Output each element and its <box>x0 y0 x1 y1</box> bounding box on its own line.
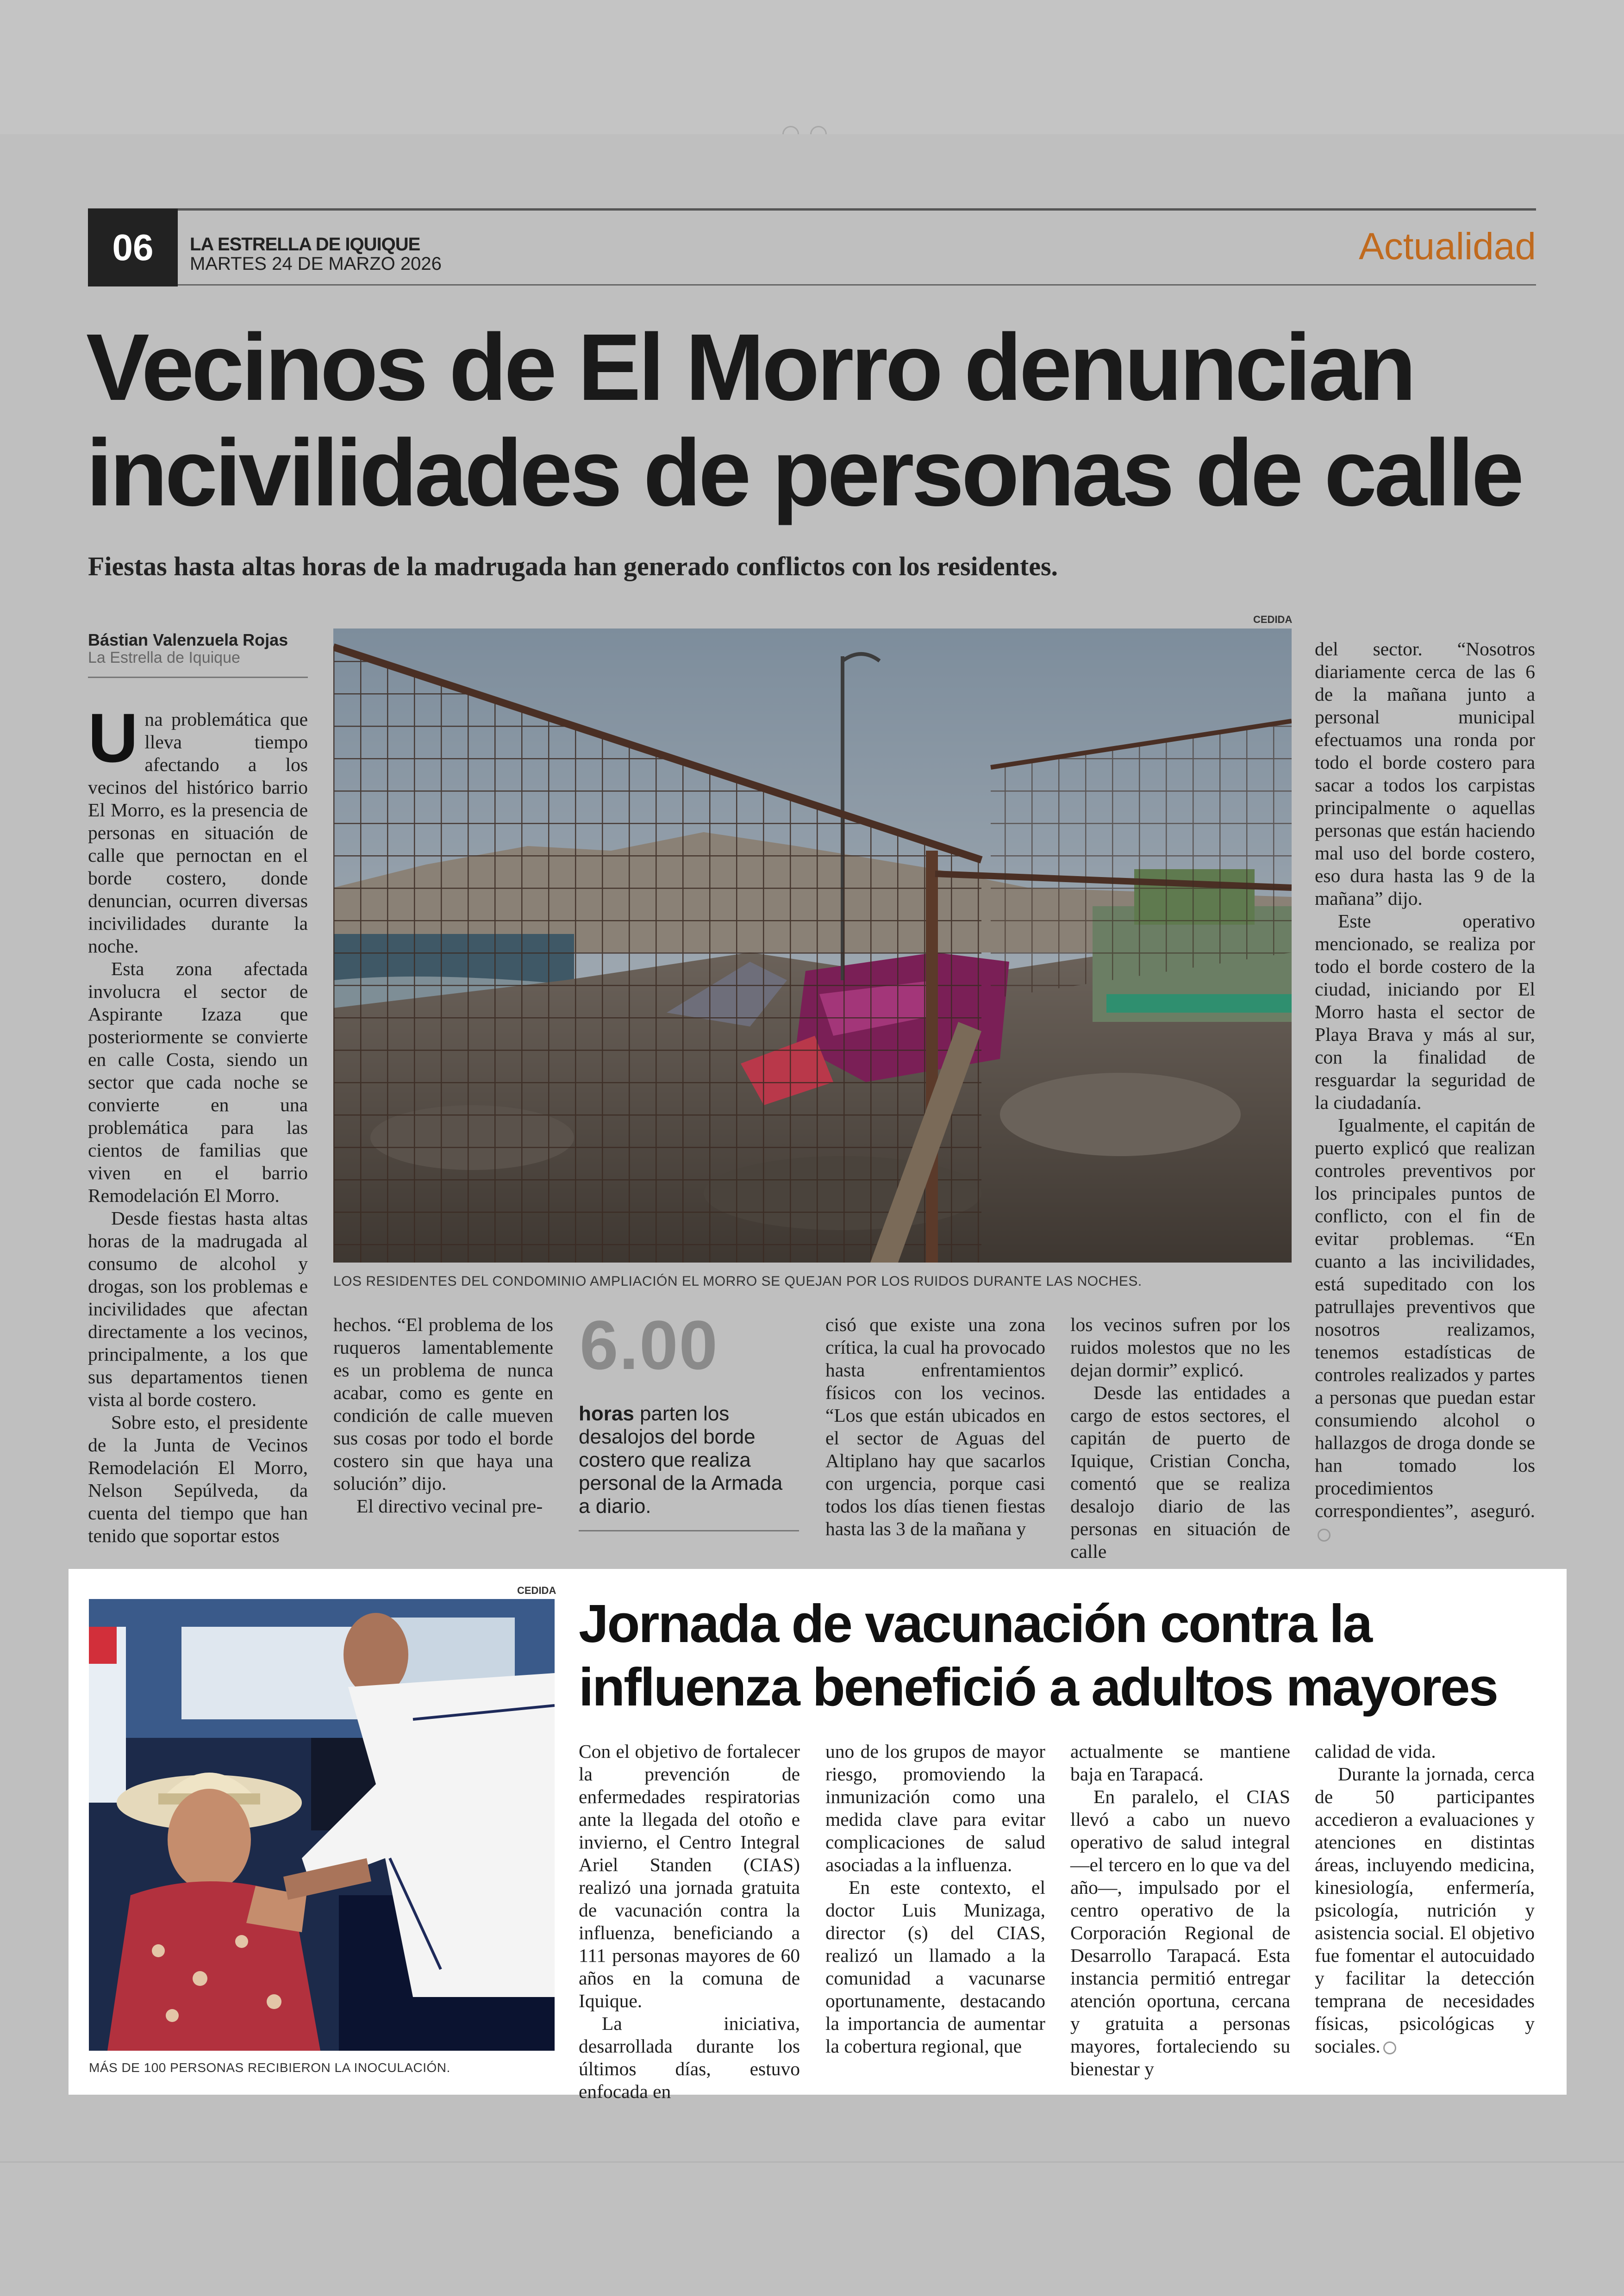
article-column <box>825 1740 1045 2058</box>
end-mark-icon <box>1318 1529 1330 1542</box>
article-column <box>1070 1313 1290 1563</box>
paragraph: Sobre esto, el presidente de la Junta de Vecinos Remodelación El Morro, Nelson Sepúlveda, da cuenta del tiempo que han tenido que soportar estos <box>88 1412 308 1546</box>
paragraph: Con el objetivo de fortalecer la prevención de enfermedades respiratorias ante la llegada del otoño e invierno, el Centro Integral Ariel Standen (CIAS) realizó una jornada gratuita de vacunación contra la influenza, beneficiando a 111 personas mayores de 60 años en la comuna de Iquique. <box>579 1741 800 2011</box>
paragraph: Este operativo mencionado, se realiza por todo el borde costero de la ciudad, iniciando por El Morro hasta el sector de Playa Brava y más al sur, con la finalidad de resguardar la seguridad de la ciudadanía. <box>1315 910 1535 1113</box>
headline-line: influenza benefició a adultos mayores <box>579 1657 1497 1717</box>
paragraph: En este contexto, el doctor Luis Munizaga, director (s) del CIAS, realizó un llamado a la comunidad a vacunarse oportunamente, destacando la importancia de aumentar la cobertura regional, que <box>825 1877 1045 2057</box>
paragraph: Esta zona afectada involucra el sector de Aspirante Izaza que posteriormente se convierte en calle Costa, siendo un sector que cada noche se convierte en una problemática para las cientos de familias que viven en el barrio Remodelación El Morro. <box>88 958 308 1206</box>
article-column <box>88 699 308 1547</box>
headline-line: Jornada de vacunación contra la <box>579 1593 1372 1654</box>
pull-quote-divider <box>579 1530 799 1531</box>
article-subhead: Fiestas hasta altas horas de la madrugada han generado conflictos con los residentes. <box>88 551 1058 581</box>
vaccination-photo <box>89 1599 555 2051</box>
viewer-bottom-band <box>0 2161 1624 2296</box>
article-headline <box>579 1592 1551 1719</box>
pull-quote-bold: horas <box>579 1402 634 1425</box>
article-column <box>579 1740 800 2103</box>
header-bottom-rule <box>178 284 1536 286</box>
article-column <box>825 1313 1045 1540</box>
paragraph: los vecinos sufren por los ruidos molestos que no les dejan dormir” explicó. <box>1070 1314 1290 1381</box>
article-column <box>1315 1740 1535 2058</box>
paragraph: na problemática que lleva tiempo afectando a los vecinos del histórico barrio El Morro, es la presencia de personas en situación de calle que pernoctan en el borde costero, donde denuncian, ocurren diversas incivilidades durante la noche. <box>88 709 308 957</box>
viewer-top-band <box>0 0 1624 136</box>
paragraph: Igualmente, el capitán de puerto explicó que realizan controles preventivos por los principales puntos de conflicto, con el fin de evitar problemas. “En cuanto a las incivilidades, está supeditado con los patrullajes preventivos que nosotros realizamos, tenemos estadísticas de controles realizados y partes a personas que puedan estar consumiendo alcohol o hallazgos de droga donde se han tomado los procedimientos correspondientes”, aseguró. <box>1315 1114 1535 1521</box>
article-column <box>333 1313 553 1518</box>
end-mark-icon <box>1383 2041 1396 2054</box>
photo-credit: CEDIDA <box>1253 614 1293 625</box>
paragraph: del sector. “Nosotros diariamente cerca de las 6 de la mañana junto a personal municipal efectuamos una ronda por todo el borde costero para sacar a todos los carpistas principalmente o aquellas personas que están haciendo mal uso del borde costero, eso dura hasta las 9 de la mañana” dijo. <box>1315 638 1535 909</box>
paragraph: hechos. “El problema de los ruqueros lamentablemente es un problema de nunca acabar, como es gente en condición de calle mueven sus cosas por todo el borde costero sin que haya una solución” dijo. <box>333 1314 553 1494</box>
pull-quote-number: 6.00 <box>580 1306 718 1384</box>
paragraph: uno de los grupos de mayor riesgo, promoviendo la inmunización como una medida clave para evitar complicaciones de salud asociadas a la influenza. <box>825 1741 1045 1875</box>
paragraph: Durante la jornada, cerca de 50 participantes accedieron a evaluaciones y atenciones en distintas áreas, incluyendo medicina, kinesiología, enfermería, psicología, nutrición y asistencia social. El objetivo fue fomentar el autocuidado y facilitar la detección temprana de necesidades físicas, psicológicas y sociales. <box>1315 1763 1535 2057</box>
article-column <box>1070 1740 1290 2080</box>
byline-organization: La Estrella de Iquique <box>88 649 240 666</box>
paragraph: calidad de vida. <box>1315 1741 1436 1762</box>
beach-fence-photo <box>333 628 1292 1263</box>
page-number: 06 <box>88 209 178 286</box>
paragraph: actualmente se mantiene baja en Tarapacá. <box>1070 1741 1290 1785</box>
drop-cap: U <box>88 699 138 777</box>
photo-credit: CEDIDA <box>517 1585 556 1596</box>
issue-date: MARTES 24 DE MARZO 2026 <box>190 254 442 274</box>
paragraph: Desde fiestas hasta altas horas de la madrugada al consumo de alcohol y drogas, son los problemas e incivilidades que afectan directamente a los vecinos, principalmente, a los que sus departamentos tienen vista al borde costero. <box>88 1207 308 1410</box>
newspaper-name: LA ESTRELLA DE IQUIQUE <box>190 234 420 255</box>
byline-divider <box>88 677 308 678</box>
section-label: Actualidad <box>1359 225 1536 268</box>
byline-author: Bástian Valenzuela Rojas <box>88 630 288 649</box>
headline-line: incivilidades de personas de calle <box>86 420 1522 526</box>
headline-line: Vecinos de El Morro denuncian <box>86 314 1414 420</box>
article-headline <box>86 315 1549 526</box>
pull-quote-text: parten los desalojos del borde costero que realiza personal de la Armada a diario. <box>579 1402 783 1518</box>
paragraph: Desde las entidades a cargo de estos sectores, el capitán de puerto de Iquique, Cristian Concha, comentó que se realiza desalojo diario de las personas en situación de calle <box>1070 1382 1290 1562</box>
paragraph: La iniciativa, desarrollada durante los últimos días, estuvo enfocada en <box>579 2013 800 2102</box>
article-column <box>1315 638 1535 1545</box>
photo-caption: MÁS DE 100 PERSONAS RECIBIERON LA INOCULACIÓN. <box>89 2060 450 2075</box>
paragraph: En paralelo, el CIAS llevó a cabo un nuevo operativo de salud integral —el tercero en lo que va del año—, impulsado por el centro operativo de la Corporación Regional de Desarrollo Tarapacá. Esta instancia permitió entregar atención oportuna, cercana y gratuita a personas mayores, fortaleciendo su bienestar y <box>1070 1786 1290 2079</box>
paragraph: El directivo vecinal pre- <box>356 1495 543 1517</box>
photo-caption: LOS RESIDENTES DEL CONDOMINIO AMPLIACIÓN EL MORRO SE QUEJAN POR LOS RUIDOS DURANTE LAS NOCHES. <box>333 1274 1142 1289</box>
paragraph: cisó que existe una zona crítica, la cual ha provocado hasta enfrentamientos físicos con los vecinos. “Los que están ubicados en el sector de Aguas del Altiplano hay que sacarlos con urgencia, porque casi todos los días tienen fiestas hasta las 3 de la mañana y <box>825 1314 1045 1539</box>
pull-quote <box>579 1402 796 1518</box>
header-top-rule <box>88 208 1536 211</box>
